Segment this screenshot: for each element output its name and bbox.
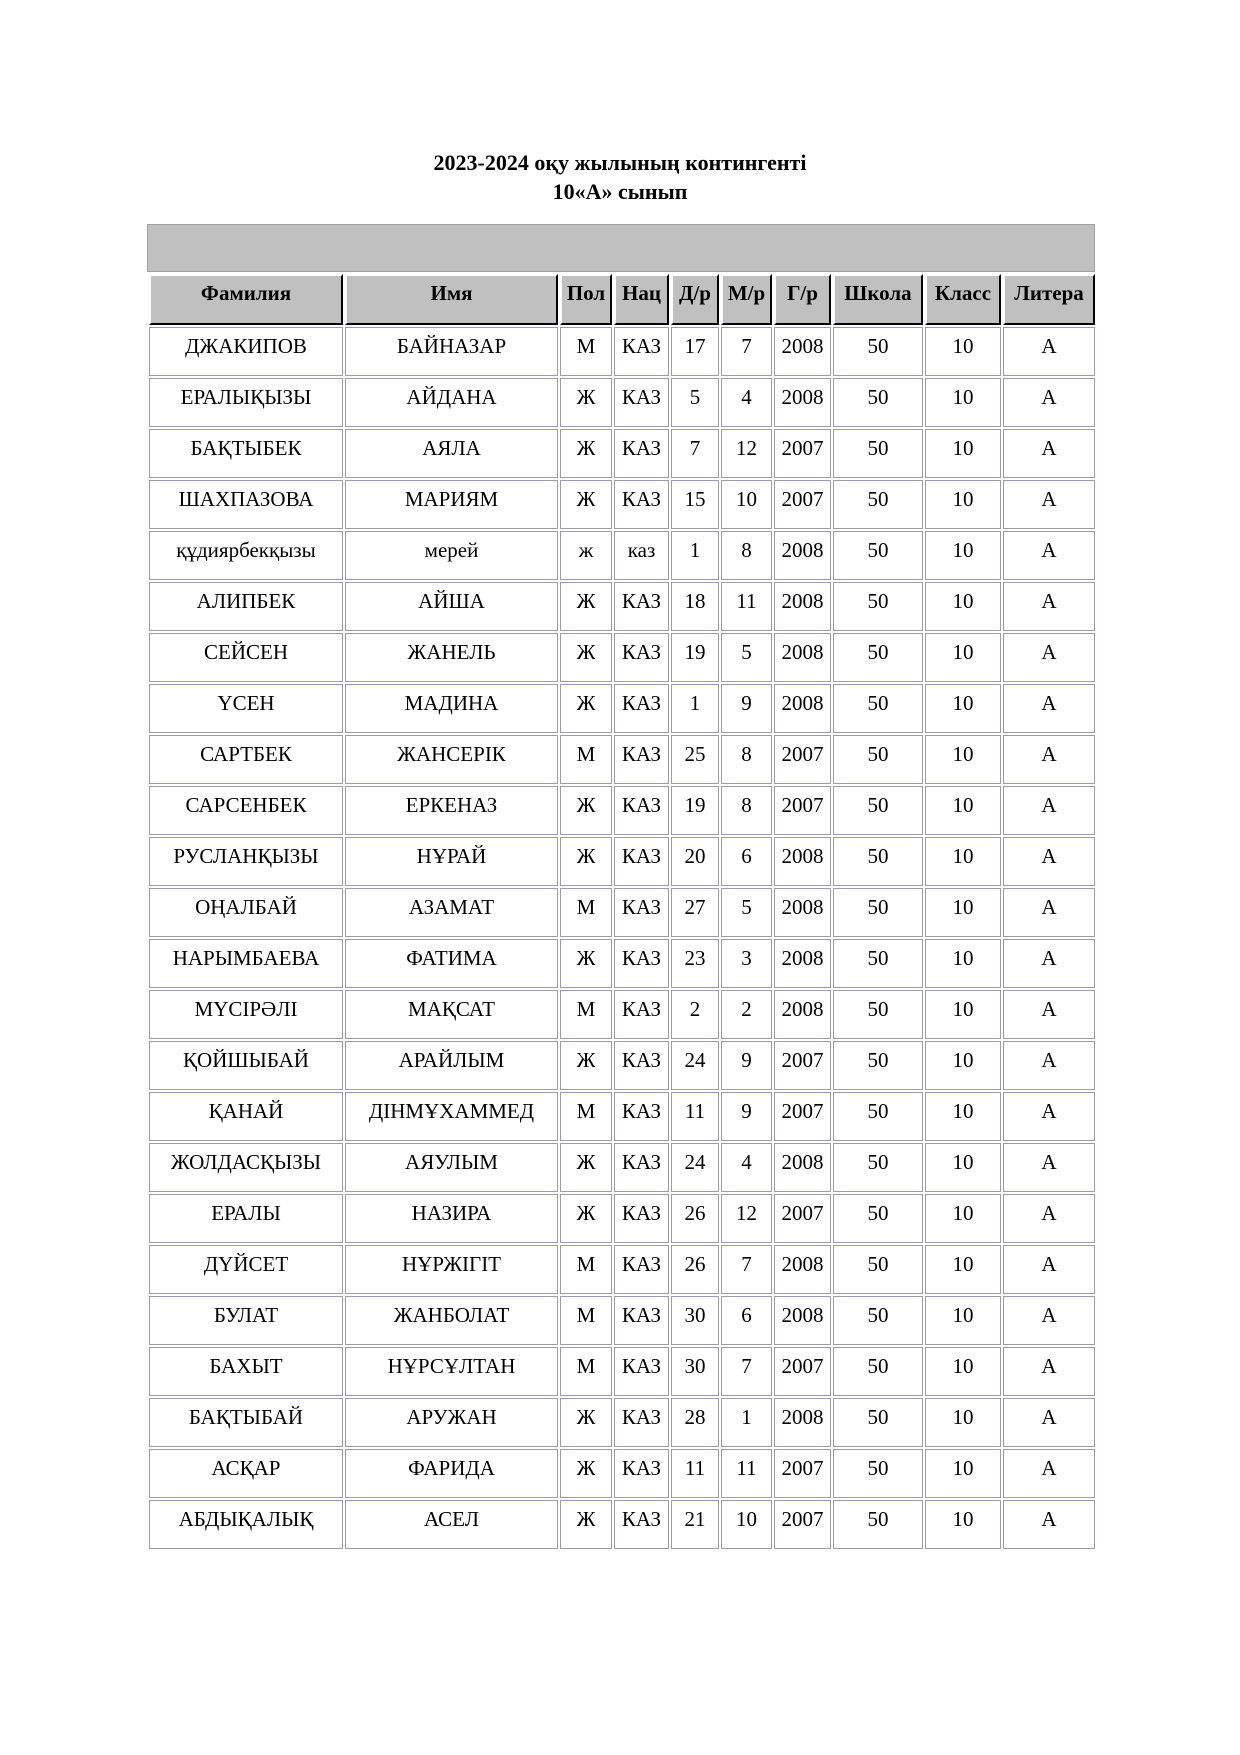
birth-year-cell: 2008 [774, 990, 831, 1039]
birth-year-cell: 2007 [774, 1092, 831, 1141]
birth-year-cell: 2007 [774, 786, 831, 835]
surname-cell: САРСЕНБЕК [149, 786, 343, 835]
birth-year-cell: 2007 [774, 429, 831, 478]
name-cell: ДІНМҰХАММЕД [345, 1092, 558, 1141]
name-cell: ФАТИМА [345, 939, 558, 988]
birth-year-cell: 2007 [774, 1347, 831, 1396]
table-row [149, 786, 1095, 835]
contingent-table [147, 272, 1097, 1551]
class-cell: 10 [925, 1500, 1001, 1549]
letter-cell: А [1003, 378, 1095, 427]
table-row [149, 1449, 1095, 1498]
class-cell: 10 [925, 990, 1001, 1039]
birth-year-cell: 2008 [774, 684, 831, 733]
birth-day-cell: 11 [671, 1449, 719, 1498]
column-header: Фамилия [149, 274, 343, 325]
surname-cell: НАРЫМБАЕВА [149, 939, 343, 988]
table-row [149, 633, 1095, 682]
header-row [149, 274, 1095, 325]
class-cell: 10 [925, 582, 1001, 631]
birth-month-cell: 5 [721, 633, 772, 682]
birth-month-cell: 10 [721, 480, 772, 529]
sex-cell: М [560, 1245, 612, 1294]
school-cell: 50 [833, 1143, 923, 1192]
name-cell: АРУЖАН [345, 1398, 558, 1447]
table-row [149, 684, 1095, 733]
letter-cell: А [1003, 990, 1095, 1039]
class-cell: 10 [925, 735, 1001, 784]
table-row [149, 1092, 1095, 1141]
nationality-cell: КАЗ [614, 633, 669, 682]
birth-year-cell: 2008 [774, 378, 831, 427]
name-cell: АЙДАНА [345, 378, 558, 427]
table-body [149, 327, 1095, 1549]
class-cell: 10 [925, 429, 1001, 478]
sex-cell: М [560, 735, 612, 784]
nationality-cell: КАЗ [614, 429, 669, 478]
school-cell: 50 [833, 1398, 923, 1447]
letter-cell: А [1003, 1194, 1095, 1243]
table-row [149, 327, 1095, 376]
table-row [149, 429, 1095, 478]
birth-month-cell: 12 [721, 1194, 772, 1243]
birth-month-cell: 7 [721, 327, 772, 376]
class-cell: 10 [925, 1143, 1001, 1192]
sex-cell: Ж [560, 1143, 612, 1192]
sex-cell: М [560, 1347, 612, 1396]
class-cell: 10 [925, 837, 1001, 886]
name-cell: АРАЙЛЫМ [345, 1041, 558, 1090]
school-cell: 50 [833, 990, 923, 1039]
table-top-band [147, 224, 1095, 272]
birth-year-cell: 2007 [774, 1041, 831, 1090]
name-cell: ФАРИДА [345, 1449, 558, 1498]
class-cell: 10 [925, 1041, 1001, 1090]
contingent-table-wrapper [147, 224, 1095, 1551]
letter-cell: А [1003, 1041, 1095, 1090]
birth-day-cell: 19 [671, 786, 719, 835]
class-cell: 10 [925, 1347, 1001, 1396]
surname-cell: БАХЫТ [149, 1347, 343, 1396]
birth-day-cell: 20 [671, 837, 719, 886]
nationality-cell: КАЗ [614, 1347, 669, 1396]
sex-cell: Ж [560, 837, 612, 886]
nationality-cell: КАЗ [614, 1296, 669, 1345]
nationality-cell: КАЗ [614, 1500, 669, 1549]
birth-year-cell: 2007 [774, 480, 831, 529]
sex-cell: М [560, 1296, 612, 1345]
letter-cell: А [1003, 327, 1095, 376]
table-row [149, 1194, 1095, 1243]
sex-cell: Ж [560, 429, 612, 478]
nationality-cell: КАЗ [614, 1092, 669, 1141]
class-cell: 10 [925, 327, 1001, 376]
name-cell: МАҚСАТ [345, 990, 558, 1039]
nationality-cell: КАЗ [614, 582, 669, 631]
letter-cell: А [1003, 1449, 1095, 1498]
table-row [149, 1347, 1095, 1396]
sex-cell: ж [560, 531, 612, 580]
table-row [149, 837, 1095, 886]
sex-cell: Ж [560, 1500, 612, 1549]
class-cell: 10 [925, 1296, 1001, 1345]
sex-cell: Ж [560, 1041, 612, 1090]
birth-day-cell: 26 [671, 1194, 719, 1243]
nationality-cell: КАЗ [614, 837, 669, 886]
school-cell: 50 [833, 1041, 923, 1090]
nationality-cell: КАЗ [614, 939, 669, 988]
class-cell: 10 [925, 888, 1001, 937]
school-cell: 50 [833, 327, 923, 376]
letter-cell: А [1003, 1500, 1095, 1549]
sex-cell: Ж [560, 378, 612, 427]
school-cell: 50 [833, 1500, 923, 1549]
table-row [149, 378, 1095, 427]
birth-day-cell: 23 [671, 939, 719, 988]
letter-cell: А [1003, 1347, 1095, 1396]
table-row [149, 531, 1095, 580]
birth-year-cell: 2008 [774, 888, 831, 937]
school-cell: 50 [833, 939, 923, 988]
letter-cell: А [1003, 1143, 1095, 1192]
name-cell: АЙША [345, 582, 558, 631]
nationality-cell: КАЗ [614, 1194, 669, 1243]
class-cell: 10 [925, 1245, 1001, 1294]
table-row [149, 480, 1095, 529]
nationality-cell: каз [614, 531, 669, 580]
class-cell: 10 [925, 378, 1001, 427]
table-row [149, 1143, 1095, 1192]
surname-cell: ДЖАКИПОВ [149, 327, 343, 376]
school-cell: 50 [833, 480, 923, 529]
birth-month-cell: 10 [721, 1500, 772, 1549]
class-cell: 10 [925, 939, 1001, 988]
name-cell: ЖАНЕЛЬ [345, 633, 558, 682]
nationality-cell: КАЗ [614, 735, 669, 784]
birth-year-cell: 2007 [774, 735, 831, 784]
birth-year-cell: 2007 [774, 1449, 831, 1498]
school-cell: 50 [833, 684, 923, 733]
school-cell: 50 [833, 1092, 923, 1141]
class-cell: 10 [925, 480, 1001, 529]
letter-cell: А [1003, 531, 1095, 580]
birth-day-cell: 5 [671, 378, 719, 427]
sex-cell: М [560, 888, 612, 937]
birth-year-cell: 2008 [774, 582, 831, 631]
birth-month-cell: 8 [721, 786, 772, 835]
letter-cell: А [1003, 888, 1095, 937]
sex-cell: Ж [560, 582, 612, 631]
name-cell: МАРИЯМ [345, 480, 558, 529]
birth-day-cell: 11 [671, 1092, 719, 1141]
birth-month-cell: 3 [721, 939, 772, 988]
name-cell: АЯУЛЫМ [345, 1143, 558, 1192]
name-cell: БАЙНАЗАР [345, 327, 558, 376]
birth-day-cell: 25 [671, 735, 719, 784]
birth-day-cell: 15 [671, 480, 719, 529]
birth-month-cell: 11 [721, 1449, 772, 1498]
column-header: Нац [614, 274, 669, 325]
birth-day-cell: 26 [671, 1245, 719, 1294]
letter-cell: А [1003, 633, 1095, 682]
title-line-1: 2023-2024 оқу жылының контингенті [433, 150, 807, 175]
name-cell: АЯЛА [345, 429, 558, 478]
birth-day-cell: 7 [671, 429, 719, 478]
letter-cell: А [1003, 429, 1095, 478]
birth-month-cell: 7 [721, 1347, 772, 1396]
birth-month-cell: 5 [721, 888, 772, 937]
table-row [149, 1398, 1095, 1447]
surname-cell: ДҮЙСЕТ [149, 1245, 343, 1294]
nationality-cell: КАЗ [614, 1398, 669, 1447]
letter-cell: А [1003, 1245, 1095, 1294]
surname-cell: ЖОЛДАСҚЫЗЫ [149, 1143, 343, 1192]
school-cell: 50 [833, 1194, 923, 1243]
school-cell: 50 [833, 633, 923, 682]
school-cell: 50 [833, 429, 923, 478]
birth-day-cell: 30 [671, 1347, 719, 1396]
class-cell: 10 [925, 786, 1001, 835]
birth-day-cell: 19 [671, 633, 719, 682]
name-cell: НАЗИРА [345, 1194, 558, 1243]
name-cell: МАДИНА [345, 684, 558, 733]
sex-cell: Ж [560, 633, 612, 682]
name-cell: НҰРАЙ [345, 837, 558, 886]
sex-cell: Ж [560, 1449, 612, 1498]
sex-cell: Ж [560, 939, 612, 988]
title-line-2: 10«А» сынып [552, 179, 688, 204]
birth-month-cell: 4 [721, 378, 772, 427]
table-row [149, 888, 1095, 937]
letter-cell: А [1003, 1092, 1095, 1141]
birth-day-cell: 27 [671, 888, 719, 937]
table-row [149, 990, 1095, 1039]
school-cell: 50 [833, 786, 923, 835]
birth-year-cell: 2007 [774, 1194, 831, 1243]
letter-cell: А [1003, 480, 1095, 529]
birth-day-cell: 24 [671, 1041, 719, 1090]
surname-cell: ҚАНАЙ [149, 1092, 343, 1141]
letter-cell: А [1003, 582, 1095, 631]
nationality-cell: КАЗ [614, 1449, 669, 1498]
sex-cell: М [560, 990, 612, 1039]
birth-day-cell: 21 [671, 1500, 719, 1549]
sex-cell: Ж [560, 786, 612, 835]
birth-month-cell: 6 [721, 837, 772, 886]
school-cell: 50 [833, 1296, 923, 1345]
surname-cell: ҮСЕН [149, 684, 343, 733]
birth-day-cell: 17 [671, 327, 719, 376]
table-row [149, 735, 1095, 784]
surname-cell: БУЛАТ [149, 1296, 343, 1345]
birth-year-cell: 2008 [774, 633, 831, 682]
name-cell: мерей [345, 531, 558, 580]
birth-day-cell: 24 [671, 1143, 719, 1192]
sex-cell: Ж [560, 480, 612, 529]
birth-month-cell: 4 [721, 1143, 772, 1192]
nationality-cell: КАЗ [614, 1041, 669, 1090]
name-cell: ЖАНБОЛАТ [345, 1296, 558, 1345]
nationality-cell: КАЗ [614, 684, 669, 733]
birth-month-cell: 9 [721, 1041, 772, 1090]
class-cell: 10 [925, 1092, 1001, 1141]
birth-day-cell: 30 [671, 1296, 719, 1345]
birth-day-cell: 2 [671, 990, 719, 1039]
school-cell: 50 [833, 582, 923, 631]
sex-cell: Ж [560, 684, 612, 733]
school-cell: 50 [833, 1245, 923, 1294]
sex-cell: Ж [560, 1194, 612, 1243]
birth-day-cell: 18 [671, 582, 719, 631]
surname-cell: РУСЛАНҚЫЗЫ [149, 837, 343, 886]
surname-cell: МҮСІРӘЛІ [149, 990, 343, 1039]
column-header: М/р [721, 274, 772, 325]
name-cell: ЕРКЕНАЗ [345, 786, 558, 835]
name-cell: АСЕЛ [345, 1500, 558, 1549]
class-cell: 10 [925, 531, 1001, 580]
birth-year-cell: 2008 [774, 1143, 831, 1192]
surname-cell: ҚОЙШЫБАЙ [149, 1041, 343, 1090]
birth-year-cell: 2008 [774, 1398, 831, 1447]
birth-month-cell: 8 [721, 531, 772, 580]
school-cell: 50 [833, 1347, 923, 1396]
birth-year-cell: 2008 [774, 1245, 831, 1294]
table-row [149, 1041, 1095, 1090]
class-cell: 10 [925, 1449, 1001, 1498]
surname-cell: ОҢАЛБАЙ [149, 888, 343, 937]
surname-cell: БАҚТЫБАЙ [149, 1398, 343, 1447]
name-cell: НҰРЖІГІТ [345, 1245, 558, 1294]
letter-cell: А [1003, 786, 1095, 835]
school-cell: 50 [833, 888, 923, 937]
nationality-cell: КАЗ [614, 378, 669, 427]
column-header: Г/р [774, 274, 831, 325]
birth-month-cell: 8 [721, 735, 772, 784]
document-title [0, 148, 1240, 206]
letter-cell: А [1003, 1398, 1095, 1447]
surname-cell: БАҚТЫБЕК [149, 429, 343, 478]
column-header: Класс [925, 274, 1001, 325]
class-cell: 10 [925, 1194, 1001, 1243]
school-cell: 50 [833, 531, 923, 580]
letter-cell: А [1003, 837, 1095, 886]
birth-month-cell: 7 [721, 1245, 772, 1294]
table-row [149, 1245, 1095, 1294]
school-cell: 50 [833, 378, 923, 427]
column-header: Школа [833, 274, 923, 325]
column-header: Д/р [671, 274, 719, 325]
nationality-cell: КАЗ [614, 990, 669, 1039]
surname-cell: ЕРАЛЫҚЫЗЫ [149, 378, 343, 427]
table-row [149, 1500, 1095, 1549]
surname-cell: СЕЙСЕН [149, 633, 343, 682]
school-cell: 50 [833, 1449, 923, 1498]
nationality-cell: КАЗ [614, 327, 669, 376]
surname-cell: АСҚАР [149, 1449, 343, 1498]
letter-cell: А [1003, 939, 1095, 988]
letter-cell: А [1003, 735, 1095, 784]
name-cell: ЖАНСЕРІК [345, 735, 558, 784]
birth-month-cell: 6 [721, 1296, 772, 1345]
surname-cell: АЛИПБЕК [149, 582, 343, 631]
birth-day-cell: 1 [671, 531, 719, 580]
birth-year-cell: 2008 [774, 531, 831, 580]
birth-month-cell: 9 [721, 684, 772, 733]
surname-cell: ШАХПАЗОВА [149, 480, 343, 529]
surname-cell: ЕРАЛЫ [149, 1194, 343, 1243]
class-cell: 10 [925, 684, 1001, 733]
school-cell: 50 [833, 735, 923, 784]
nationality-cell: КАЗ [614, 786, 669, 835]
birth-month-cell: 2 [721, 990, 772, 1039]
nationality-cell: КАЗ [614, 1143, 669, 1192]
letter-cell: А [1003, 684, 1095, 733]
birth-year-cell: 2008 [774, 939, 831, 988]
birth-day-cell: 1 [671, 684, 719, 733]
birth-year-cell: 2008 [774, 1296, 831, 1345]
surname-cell: құдиярбекқызы [149, 531, 343, 580]
table-row [149, 1296, 1095, 1345]
nationality-cell: КАЗ [614, 888, 669, 937]
nationality-cell: КАЗ [614, 1245, 669, 1294]
birth-year-cell: 2007 [774, 1500, 831, 1549]
sex-cell: М [560, 1092, 612, 1141]
letter-cell: А [1003, 1296, 1095, 1345]
surname-cell: АБДЫҚАЛЫҚ [149, 1500, 343, 1549]
birth-month-cell: 12 [721, 429, 772, 478]
birth-year-cell: 2008 [774, 837, 831, 886]
sex-cell: М [560, 327, 612, 376]
birth-month-cell: 9 [721, 1092, 772, 1141]
birth-day-cell: 28 [671, 1398, 719, 1447]
name-cell: НҰРСҰЛТАН [345, 1347, 558, 1396]
table-row [149, 582, 1095, 631]
surname-cell: САРТБЕК [149, 735, 343, 784]
school-cell: 50 [833, 837, 923, 886]
birth-month-cell: 11 [721, 582, 772, 631]
class-cell: 10 [925, 633, 1001, 682]
birth-year-cell: 2008 [774, 327, 831, 376]
column-header: Пол [560, 274, 612, 325]
table-row [149, 939, 1095, 988]
column-header: Литера [1003, 274, 1095, 325]
sex-cell: Ж [560, 1398, 612, 1447]
birth-month-cell: 1 [721, 1398, 772, 1447]
column-header: Имя [345, 274, 558, 325]
nationality-cell: КАЗ [614, 480, 669, 529]
name-cell: АЗАМАТ [345, 888, 558, 937]
class-cell: 10 [925, 1398, 1001, 1447]
